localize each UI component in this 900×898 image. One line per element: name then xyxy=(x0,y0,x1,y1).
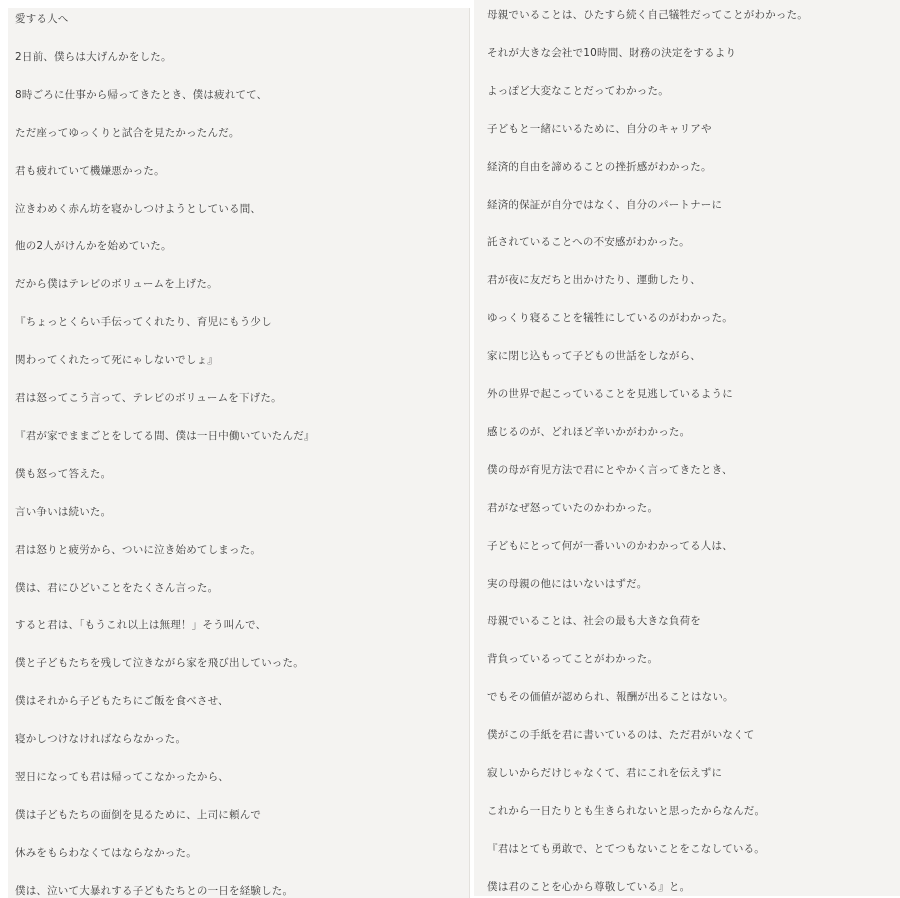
letter-line: 関わってくれたって死にゃしないでしょ』 xyxy=(15,354,218,367)
letter-line: 8時ごろに仕事から帰ってきたとき、僕は疲れてて、 xyxy=(15,88,268,101)
letter-line: 僕の母が育児方法で君にとやかく言ってきたとき、 xyxy=(487,463,733,476)
letter-line: 君も疲れていて機嫌悪かった。 xyxy=(15,164,165,177)
letter-line: 母親でいることは、ひたすら続く自己犠牲だってことがわかった。 xyxy=(487,9,808,21)
letter-line: それが大きな会社で10時間、財務の決定をするより xyxy=(487,46,737,59)
letter-line: 託されていることへの不安感がわかった。 xyxy=(487,236,690,249)
letter-line: 『君はとても勇敢で、とてつもないことをこなしている。 xyxy=(487,842,765,855)
letter-line: 子どもにとって何が一番いいのかわかってる人は、 xyxy=(487,539,733,552)
letter-line: だから僕はテレビのボリュームを上げた。 xyxy=(15,278,218,291)
letter-line: 2日前、僕らは大げんかをした。 xyxy=(15,50,172,63)
letter-line: 寝かしつけなければならなかった。 xyxy=(15,733,187,746)
letter-line: 寂しいからだけじゃなくて、君にこれを伝えずに xyxy=(487,767,723,779)
letter-line: 僕がこの手紙を君に書いているのは、ただ君がいなくて xyxy=(487,729,755,742)
letter-line: 君は怒ってこう言って、テレビのボリュームを下げた。 xyxy=(15,392,282,404)
letter-line: 僕も怒って答えた。 xyxy=(15,467,112,480)
letter-line: 実の母親の他にはいないはずだ。 xyxy=(487,577,648,590)
letter-line: 休みをもらわなくてはならなかった。 xyxy=(15,846,197,859)
letter-line: 経済的保証が自分ではなく、自分のパートナーに xyxy=(487,198,723,211)
letter-line: 経済的自由を諦めることの挫折感がわかった。 xyxy=(487,160,712,173)
letter-line: 言い争いは続いた。 xyxy=(15,505,112,518)
letter-line: 家に閉じ込もって子どもの世話をしながら、 xyxy=(487,350,701,363)
letter-line: 感じるのが、どれほど辛いかがわかった。 xyxy=(487,425,691,438)
letter-line: 僕は、泣いて大暴れする子どもたちとの一日を経験した。 xyxy=(15,884,294,897)
letter-column-left xyxy=(8,8,470,898)
letter-line: よっぽど大変なことだってわかった。 xyxy=(487,84,669,97)
letter-line: ゆっくり寝ることを犠牲にしているのがわかった。 xyxy=(487,312,733,325)
letter-line: 僕は子どもたちの面倒を見るために、上司に頼んで xyxy=(15,808,262,821)
letter-line: 君が夜に友だちと出かけたり、運動したり、 xyxy=(487,274,701,287)
letter-line: ただ座ってゆっくりと試合を見たかったんだ。 xyxy=(15,126,240,139)
letter-line: 愛する人へ xyxy=(15,13,69,25)
letter-line: これから一日たりとも生きられないと思ったからなんだ。 xyxy=(487,804,766,817)
letter-line: 僕は、君にひどいことをたくさん言った。 xyxy=(15,581,219,594)
letter-line: 母親でいることは、社会の最も大きな負荷を xyxy=(487,615,701,628)
letter-line: 君がなぜ怒っていたのかわかった。 xyxy=(487,501,659,514)
letter-column-right xyxy=(474,0,900,896)
letter-line: 翌日になっても君は帰ってこなかったから、 xyxy=(15,771,229,783)
letter-line: すると君は、「もうこれ以上は無理！」そう叫んで、 xyxy=(15,619,267,632)
letter-line: 僕と子どもたちを残して泣きながら家を飛び出していった。 xyxy=(15,657,304,670)
letter-line: 僕はそれから子どもたちにご飯を食べさせ、 xyxy=(15,695,229,708)
letter-line: 泣きわめく赤ん坊を寝かしつけようとしている間、 xyxy=(15,202,262,215)
letter-line: 『君が家でままごとをしてる間、僕は一日中働いていたんだ』 xyxy=(15,429,315,442)
letter-line: 僕は君のことを心から尊敬している』と。 xyxy=(487,880,691,893)
letter-line: でもその価値が認められ、報酬が出ることはない。 xyxy=(487,691,734,704)
letter-line: 外の世界で起こっていることを見逃しているように xyxy=(487,388,733,400)
letter-line: 子どもと一緒にいるために、自分のキャリアや xyxy=(487,122,712,135)
letter-line: 他の2人がけんかを始めていた。 xyxy=(15,240,172,253)
letter-line: 『ちょっとくらい手伝ってくれたり、育児にもう少し xyxy=(15,316,272,329)
letter-line: 君は怒りと疲労から、ついに泣き始めてしまった。 xyxy=(15,543,262,556)
letter-line: 背負っているってことがわかった。 xyxy=(487,653,659,666)
